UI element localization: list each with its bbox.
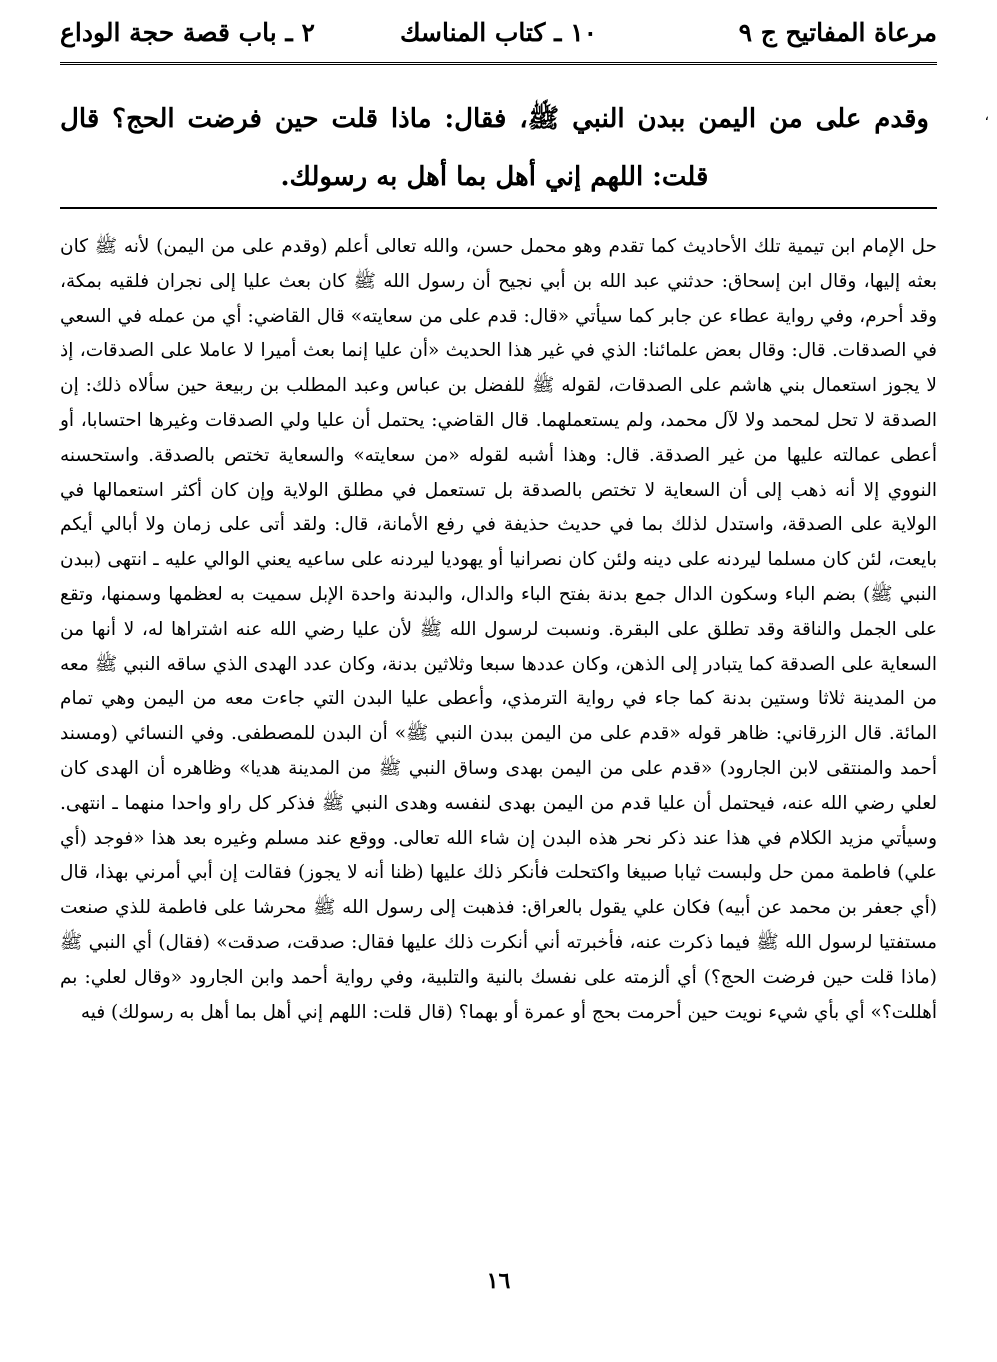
book-title: مرعاة المفاتيح ج ٩: [738, 18, 937, 47]
running-header: [60, 18, 937, 54]
bab-title: ٢ ـ باب قصة حجة الوداع: [60, 18, 315, 47]
hadith-text: وقدم على من اليمن ببدن النبي ﷺ، فقال: ماذا قلت حين فرضت الحج؟ قال قلت: اللهم إني أهل بما أهل به رسولك.: [60, 104, 929, 192]
kitab-title: ١٠ ـ كتاب المناسك: [399, 18, 598, 47]
section-separator: [60, 207, 937, 209]
commentary-text: حل الإمام ابن تيمية تلك الأحاديث كما تقدم وهو محمل حسن، والله تعالى أعلم (وقدم على من اليمن) لأنه ﷺ كان بعثه إليها، وقال ابن إسحاق: حدثني عبد الله بن أبي نجيح أن رسول الله ﷺ كان بعث عليا إلى نجران فلقيه بمكة، وقد أحرم، وفي رواية عطاء عن جابر كما سيأتي «قال: قدم على من سعايته» قال القاضي: أي من عمله في السعي في الصدقات. قال: وقال بعض علمائنا: الذي في غير هذا الحديث «أن عليا إنما بعث أميرا لا عاملا على الصدقات، إذ لا يجوز استعمال بني هاشم على الصدقات، لقوله ﷺ للفضل بن عباس وعبد المطلب بن ربيعة حين سألاه ذلك: إن الصدقة لا تحل لمحمد ولا لآل محمد، ولم يستعملهما. قال القاضي: يحتمل أن عليا ولي الصدقات وغيرها احتسابا، أو أعطى عمالته عليها من غير الصدقة. قال: وهذا أشبه لقوله «من سعايته» والسعاية تختص بالصدقة. واستحسنه النووي إلا أنه ذهب إلى أن السعاية لا تختص بالصدقة بل تستعمل في مطلق الولاية وإن كان أكثر استعمالها في الولاية على الصدقة، واستدل لذلك بما في حديث حذيفة في رفع الأمانة، قال: ولقد أتى على زمان ولا أبالي أيكم بايعت، لئن كان مسلما ليردنه على دينه ولئن كان نصرانيا أو يهوديا ليردنه على ساعيه يعني الوالي عليه ـ انتهى (ببدن النبي ﷺ) بضم الباء وسكون الدال جمع بدنة بفتح الباء والدال، والبدنة واحدة الإبل سميت به لعظمها وسمنها، وتقع على الجمل والناقة وقد تطلق على البقرة. ونسبت لرسول الله ﷺ لأن عليا رضي الله عنه اشتراها له، لا أنها من السعاية على الصدقة كما يتبادر إلى الذهن، وكان عددها سبعا وثلاثين بدنة، وكان عدد الهدى الذي ساقه النبي ﷺ معه من المدينة ثلاثا وستين بدنة كما جاء في رواية الترمذي، وأعطى عليا البدن التي جاءت معه من اليمن وهي تمام المائة. قال الزرقاني: ظاهر قوله «قدم على من اليمن ببدن النبي ﷺ» أن البدن للمصطفى. وفي النسائي (ومسند أحمد والمنتقى لابن الجارود) «قدم على من اليمن بهدى وساق النبي ﷺ من المدينة هديا» وظاهره أن الهدى كان لعلي رضي الله عنه، فيحتمل أن عليا قدم من اليمن بهدى لنفسه وهدى النبي ﷺ فذكر كل راو واحدا منهما ـ انتهى. وسيأتي مزيد الكلام في هذا عند ذكر نحر هذه البدن إن شاء الله تعالى. ووقع عند مسلم وغيره بعد هذا «فوجد (أي علي) فاطمة ممن حل ولبست ثيابا صبيغا واكتحلت فأنكر ذلك عليها (ظنا أنه لا يجوز) فقالت إن أبي أمرني بهذا، قال (أي جعفر بن محمد عن أبيه) فكان علي يقول بالعراق: فذهبت إلى رسول الله ﷺ محرشا على فاطمة للذي صنعت مستفتيا لرسول الله ﷺ فيما ذكرت عنه، فأخبرته أني أنكرت ذلك عليها فقال: صدقت، صدقت» (فقال) أي النبي ﷺ (ماذا قلت حين فرضت الحج؟) أي ألزمته على نفسك بالنية والتلبية، وفي رواية أحمد وابن الجارود «وقال لعلي: بم أهللت؟» أي بأي شيء نويت حين أحرمت بحج أو عمرة أو بهما؟ (قال قلت: اللهم إني أهل بما أهل به رسولك) فيه: [60, 236, 937, 1023]
header-rule: [60, 62, 937, 65]
margin-mark: ،: [984, 108, 989, 124]
page-number: ١٦: [486, 1268, 511, 1294]
